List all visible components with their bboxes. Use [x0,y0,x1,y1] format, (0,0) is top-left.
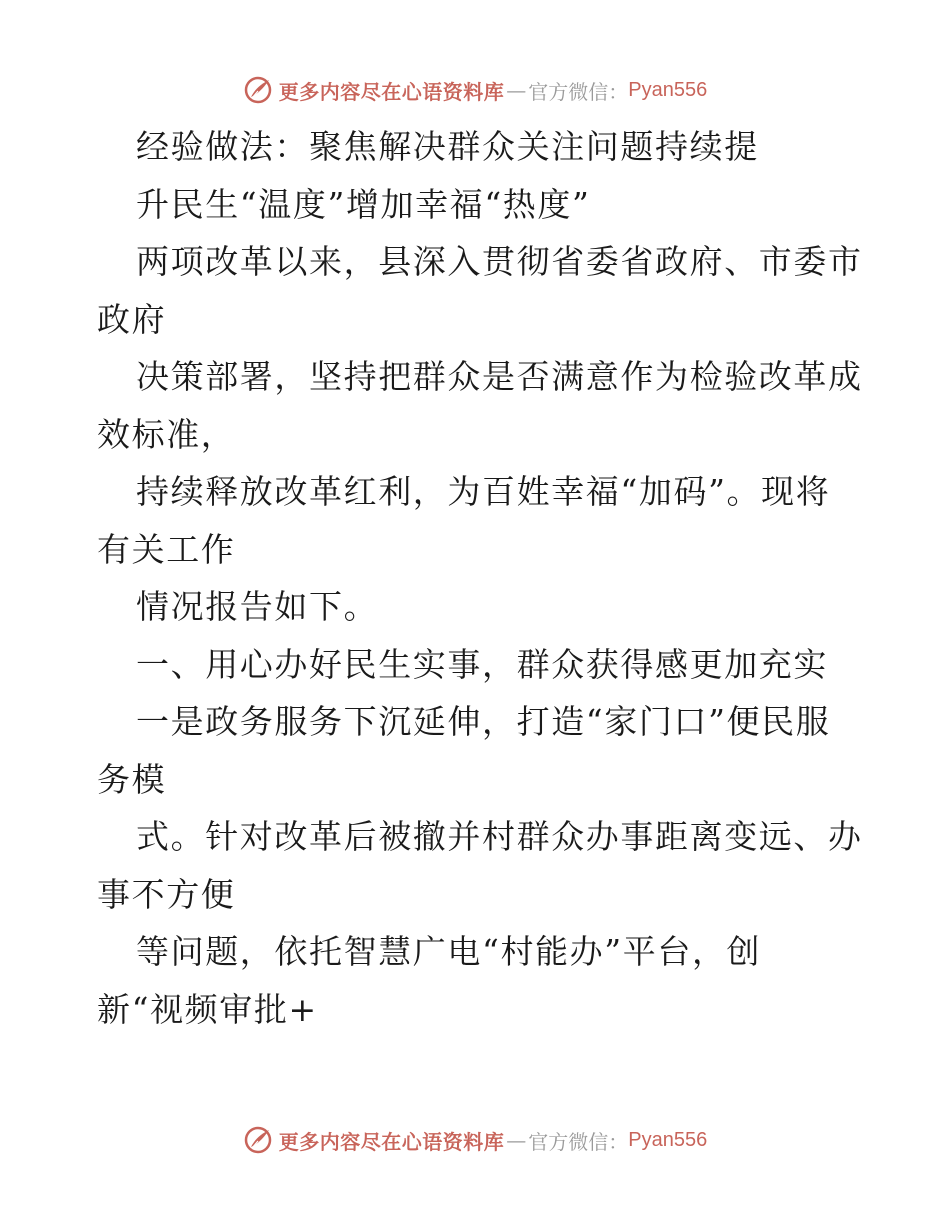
paragraph-line: 两项改革以来，县深入贯彻省委省政府、市委市 [136,242,863,281]
paragraph-line: 有关工作 [97,529,236,569]
paragraph-line: 务模 [97,759,167,799]
paragraph-line: 持续释放改革红利，为百姓幸福“加码”。现将 [136,472,831,511]
title-line-2: 升民生“温度”增加幸福“热度” [136,184,591,224]
paragraph-line: 等问题，依托智慧广电“村能办”平台，创 [136,932,762,971]
watermark-wechat-id: Pyan556 [628,1128,708,1151]
document-body [97,118,867,1038]
paragraph-line: 政府 [97,299,167,339]
section-heading: 一、用心办好民生实事，群众获得感更加充实 [136,644,828,684]
watermark-wechat-id: Pyan556 [628,78,708,101]
paragraph-line: 式。针对改革后被撤并村群众办事距离变远、办 [136,817,863,856]
feather-seal-icon [243,75,273,105]
paragraph-line: 一是政务服务下沉延伸，打造“家门口”便民服 [136,702,831,741]
paragraph-line: 事不方便 [97,874,236,914]
watermark-wechat-label: 官方微信： [528,79,629,104]
paragraph-line: 效标准， [97,414,236,454]
watermark-banner-bottom [0,1120,950,1160]
paragraph-line: 情况报告如下。 [136,587,379,626]
watermark-separator: — [506,78,527,102]
watermark-wechat-label: 官方微信： [528,1129,629,1154]
watermark-separator: — [506,1128,527,1152]
paragraph-line: 决策部署，坚持把群众是否满意作为检验改革成 [136,357,863,396]
feather-seal-icon [243,1125,273,1155]
watermark-site-text: 更多内容尽在心语资料库 [278,79,505,104]
title-line-1: 经验做法：聚焦解决群众关注问题持续提 [136,127,759,166]
paragraph-line: 新“视频审批+ [97,989,318,1029]
watermark-site-text: 更多内容尽在心语资料库 [278,1129,505,1154]
watermark-banner-top [0,70,950,110]
